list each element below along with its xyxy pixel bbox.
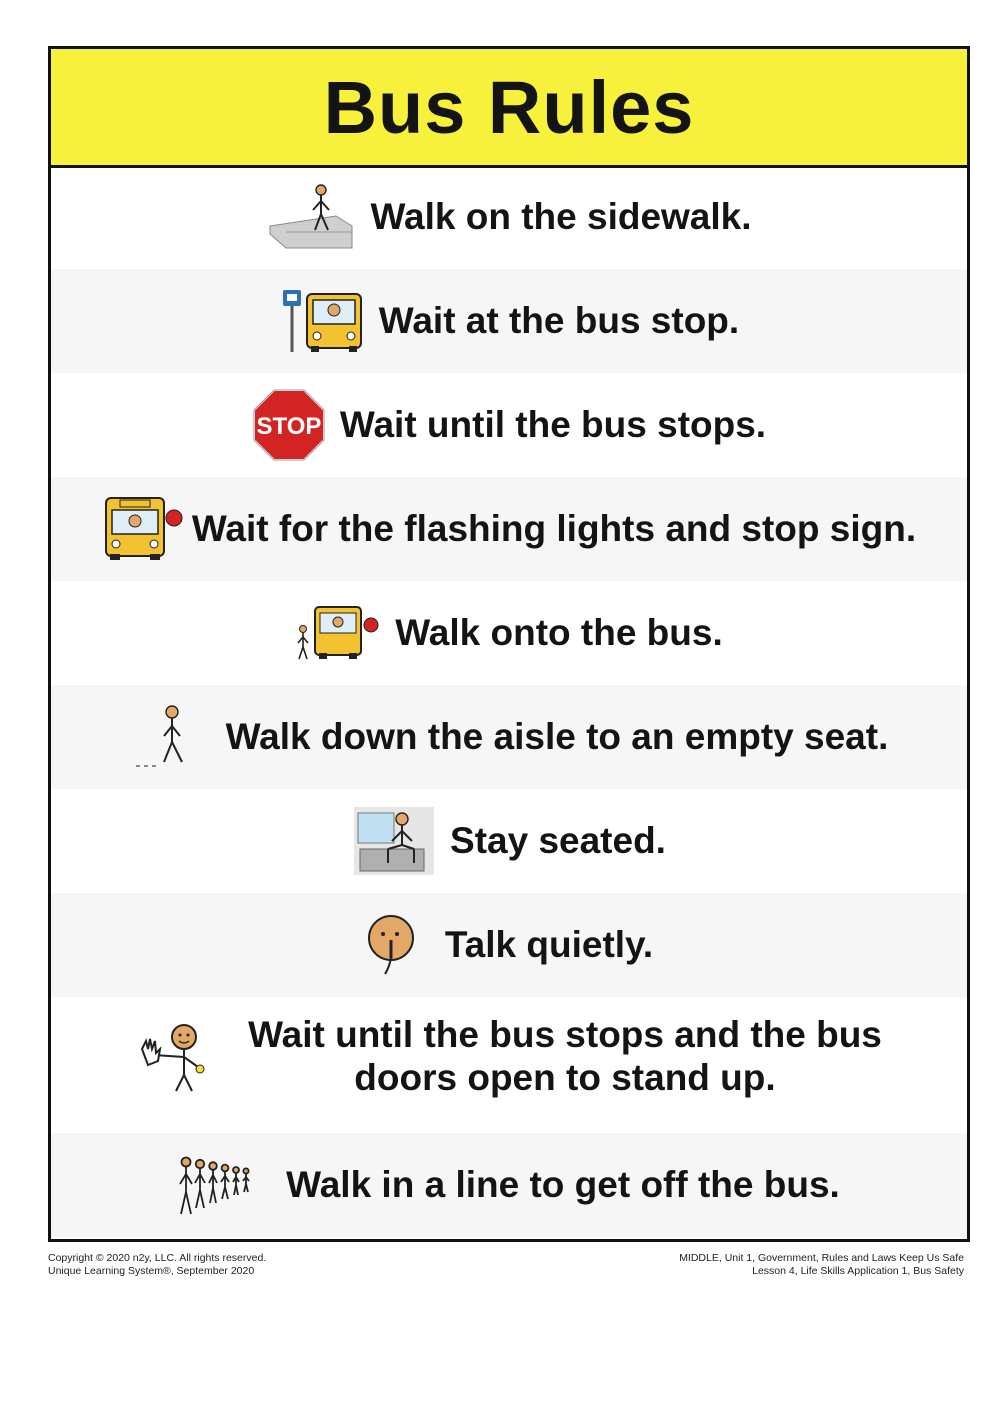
rule-text: Walk on the sidewalk. xyxy=(370,195,752,237)
footer-system-line: Unique Learning System®, September 2020 xyxy=(48,1265,255,1277)
rule-text-line-1: Wait until the bus stops and the bus xyxy=(248,1014,882,1056)
rule-text: Wait for the flashing lights and stop sign. xyxy=(191,507,917,549)
rule-text: Wait until the bus stops. xyxy=(339,403,767,445)
quiet-face-icon xyxy=(365,912,423,978)
rule-text: Walk onto the bus. xyxy=(395,611,723,653)
footer-lesson-line: Lesson 4, Life Skills Application 1, Bus Safety xyxy=(752,1265,964,1277)
bus-rules-poster xyxy=(48,46,970,1242)
svg-text:STOP: STOP xyxy=(256,413,322,440)
rule-walk-sidewalk xyxy=(51,165,967,269)
rule-text: Talk quietly. xyxy=(444,923,654,965)
title-banner xyxy=(51,49,967,168)
rule-text-multiline xyxy=(248,1014,882,1099)
boarding-bus-icon xyxy=(295,603,381,663)
rule-text: Wait at the bus stop. xyxy=(378,299,740,341)
walking-person-icon xyxy=(130,702,196,772)
rule-wait-stand-up xyxy=(51,997,967,1117)
footer-copyright-line: Copyright © 2020 n2y, LLC. All rights reserved. xyxy=(48,1252,267,1264)
page-title: Bus Rules xyxy=(323,65,695,149)
rule-stay-seated xyxy=(51,789,967,893)
rule-text-line-2: doors open to stand up. xyxy=(354,1057,776,1098)
rule-flashing-lights xyxy=(51,477,967,581)
rule-talk-quietly xyxy=(51,893,967,997)
seated-person-icon xyxy=(352,805,436,877)
wait-hand-icon xyxy=(136,1019,210,1095)
footer-unit-line: MIDDLE, Unit 1, Government, Rules and Laws Keep Us Safe xyxy=(679,1252,964,1264)
stop-sign-icon xyxy=(252,388,326,462)
rule-walk-onto-bus xyxy=(51,581,967,685)
rule-walk-in-line xyxy=(51,1133,967,1237)
footer-copyright xyxy=(48,1252,266,1278)
sidewalk-walker-icon xyxy=(266,182,356,252)
school-bus-stop-arm-icon xyxy=(102,494,186,564)
footer-lesson-info xyxy=(679,1252,964,1278)
rule-text: Stay seated. xyxy=(450,819,666,861)
bus-stop-icon xyxy=(279,286,365,356)
rule-wait-bus-stops xyxy=(51,373,967,477)
rule-text: Walk down the aisle to an empty seat. xyxy=(225,715,889,757)
rule-text: Walk in a line to get off the bus. xyxy=(286,1163,840,1205)
rule-walk-aisle xyxy=(51,685,967,789)
rule-wait-bus-stop xyxy=(51,269,967,373)
people-line-icon xyxy=(178,1152,256,1218)
